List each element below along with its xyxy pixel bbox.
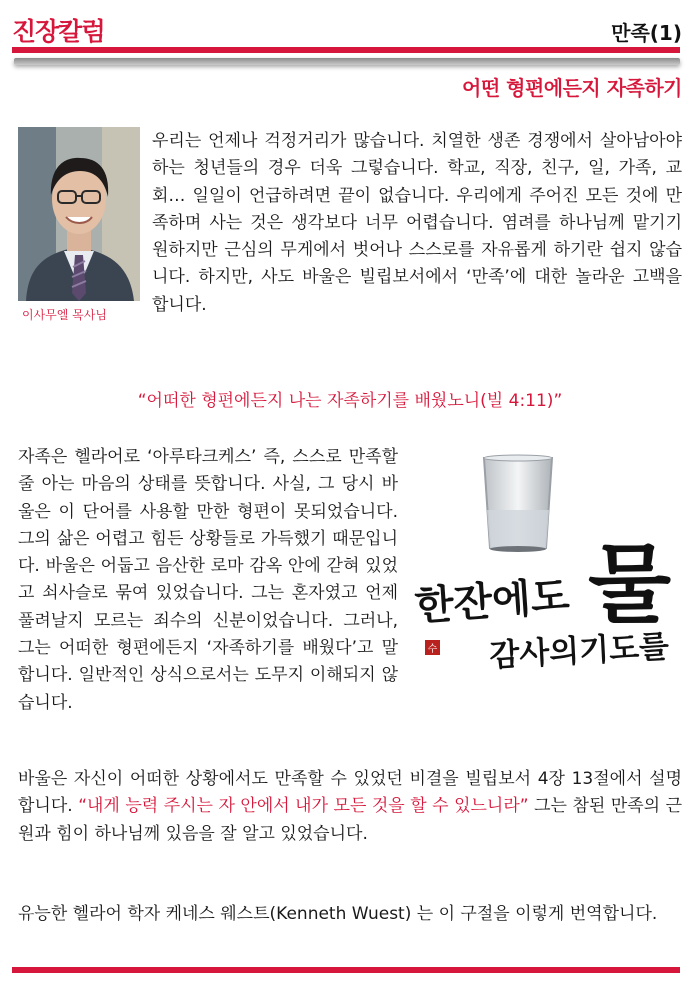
paragraph-1 xyxy=(18,128,682,346)
paragraph-3-text-a: 바울은 자신이 어떠한 상황에서도 만족할 수 있었던 비결을 빌립보서 4장 13절에서 설명합니다. xyxy=(18,769,682,817)
paragraph-4-text: 유능한 헬라어 학자 케네스 웨스트(Kenneth Wuest) 는 이 구절을 이렇게 번역합니다. xyxy=(18,904,658,924)
column-title: 진장칼럼 xyxy=(12,17,105,46)
seal-text: 수 xyxy=(427,644,438,655)
paragraph-3 xyxy=(18,766,682,848)
calligraphy-line-1: 한잔에도 xyxy=(413,572,571,630)
scripture-quote: “어떠한 형편에든지 나는 자족하기를 배웠노니(빌 4:11)” xyxy=(137,391,563,411)
top-red-rule xyxy=(12,47,680,53)
paragraph-2-text: 자족은 헬라어로 ‘아루타크케스’ 즉, 스스로 만족할 줄 아는 마음의 상태를 뜻합니다. 사실, 그 당시 바울은 이 단어를 사용할 만한 형편이 못되었습니다. 그의 삶은 어렵고 힘든 상황들로 가득했기 때문입니다. 바울은 어둡고 음산한 로마 감옥 안에 갇혀 있었고 쇠사슬로 묶여 있었습니다. 그는 혼자였고 언제 풀려날지 모르는 죄수의 신분이었습니다. 그러나, 그는 어떠한 형편에든지 ‘자족하기를 배웠다’고 말합니다. 일반적인 상식으로서는 도무지 이해되지 않습니다. xyxy=(18,447,398,713)
calligraphy-line-2: 감사의기도를 xyxy=(488,628,670,674)
calligraphy-big-char: 물 xyxy=(588,534,672,635)
paragraph-4 xyxy=(18,901,682,928)
paragraph-1-text: 우리는 언제나 걱정거리가 많습니다. 치열한 생존 경쟁에서 살아남아야 하는 청년들의 경우 더욱 그렇습니다. 학교, 직장, 친구, 일, 가족, 교회… 일일이 언급하려면 끝이 없습니다. 우리에게 주어진 모든 것에 만족하며 사는 것은 생각보다 너무 어렵습니다. 염려를 하나님께 맡기기 원하지만 근심의 무게에서 벗어나 스스로를 자유롭게 하기란 쉽지 않습니다. 하지만, 사도 바울은 빌립보서에서 ‘만족’에 대한 놀라운 고백을 합니다. xyxy=(152,131,682,315)
top-gray-bar xyxy=(14,58,680,65)
paragraph-3-text-b: 그는 참된 만족의 근원과 힘이 하나님께 있음을 잘 알고 있었습니다. xyxy=(18,796,683,844)
section-title: 만족(1) xyxy=(611,21,682,45)
photo-caption: 이사무엘 목사님 xyxy=(22,308,107,322)
paragraph-2 xyxy=(18,444,682,717)
bottom-red-rule xyxy=(12,967,680,973)
paragraph-3-verse: “내게 능력 주시는 자 안에서 내가 모든 것을 할 수 있느니라” xyxy=(78,796,529,817)
article-subtitle: 어떤 형편에든지 자족하기 xyxy=(462,76,682,100)
